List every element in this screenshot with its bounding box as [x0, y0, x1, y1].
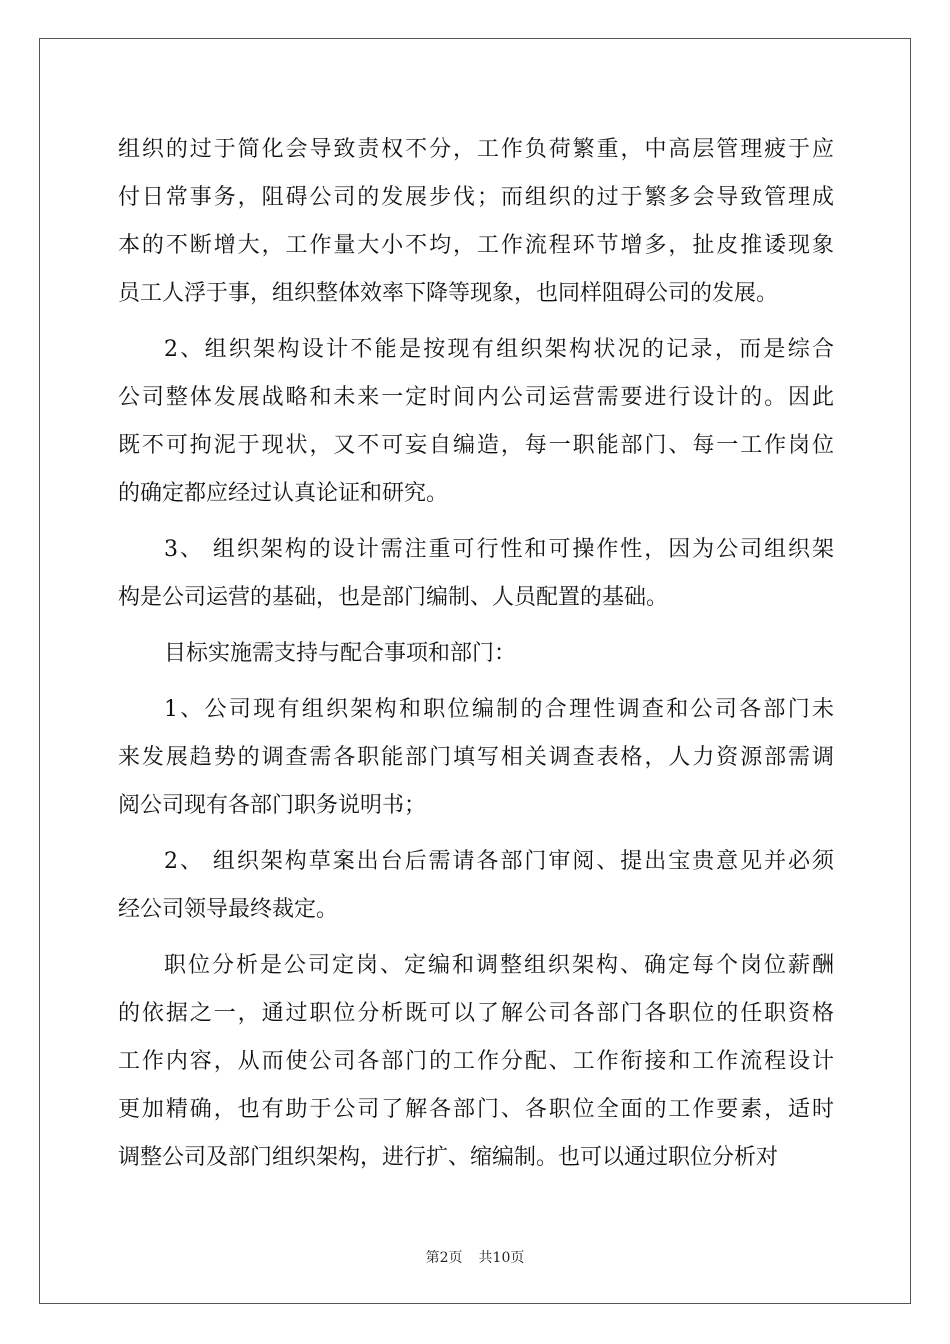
- paragraph: [118, 630, 834, 678]
- text-line: 2、 组织架构草案出台后需请各部门审阅、提出宝贵意见并必须: [164, 849, 834, 874]
- text-line: 3、 组织架构的设计需注重可行性和可操作性，因为公司组织架: [164, 537, 834, 562]
- text-line: 付日常事务，阻碍公司的发展步伐；而组织的过于繁多会导致管理成: [118, 185, 834, 210]
- text-line: 工作内容，从而使公司各部门的工作分配、工作衔接和工作流程设计: [118, 1049, 834, 1074]
- text-line: 2、组织架构设计不能是按现有组织架构状况的记录，而是综合: [164, 337, 834, 362]
- text-line: 的依据之一，通过职位分析既可以了解公司各部门各职位的任职资格: [118, 1001, 834, 1026]
- page-footer: [0, 1247, 950, 1267]
- text-line: 更加精确，也有助于公司了解各部门、各职位全面的工作要素，适时: [118, 1097, 834, 1122]
- text-line: 构是公司运营的基础，也是部门编制、人员配置的基础。: [118, 585, 669, 610]
- text-line: 1、公司现有组织架构和职位编制的合理性调查和公司各部门未: [164, 697, 834, 722]
- text-line: 员工人浮于事，组织整体效率下降等现象，也同样阻碍公司的发展。: [118, 281, 779, 306]
- text-line: 既不可拘泥于现状，又不可妄自编造，每一职能部门、每一工作岗位: [118, 433, 834, 458]
- paragraph: [118, 326, 834, 518]
- text-line: 阅公司现有各部门职务说明书；: [118, 793, 427, 818]
- text-line: 职位分析是公司定岗、定编和调整组织架构、确定每个岗位薪酬: [164, 953, 834, 978]
- paragraph: [118, 686, 834, 830]
- text-line: 本的不断增大，工作量大小不均，工作流程环节增多，扯皮推诿现象: [118, 233, 834, 258]
- text-line: 来发展趋势的调查需各职能部门填写相关调查表格，人力资源部需调: [118, 745, 834, 770]
- text-line: 公司整体发展战略和未来一定时间内公司运营需要进行设计的。因此: [118, 385, 834, 410]
- paragraph: [118, 838, 834, 934]
- text-line: 经公司领导最终裁定。: [118, 897, 339, 922]
- text-line: 的确定都应经过认真论证和研究。: [118, 481, 449, 506]
- page-total: 共10页: [478, 1250, 525, 1266]
- paragraph: [118, 942, 834, 1182]
- paragraph: [118, 126, 834, 318]
- paragraph: [118, 526, 834, 622]
- page-number: 第2页: [425, 1250, 463, 1266]
- text-line: 目标实施需支持与配合事项和部门：: [164, 641, 517, 666]
- text-line: 组织的过于简化会导致责权不分，工作负荷繁重，中高层管理疲于应: [118, 137, 834, 162]
- text-line: 调整公司及部门组织架构，进行扩、缩编制。也可以通过职位分析对: [118, 1145, 779, 1170]
- document-body: [118, 126, 834, 1182]
